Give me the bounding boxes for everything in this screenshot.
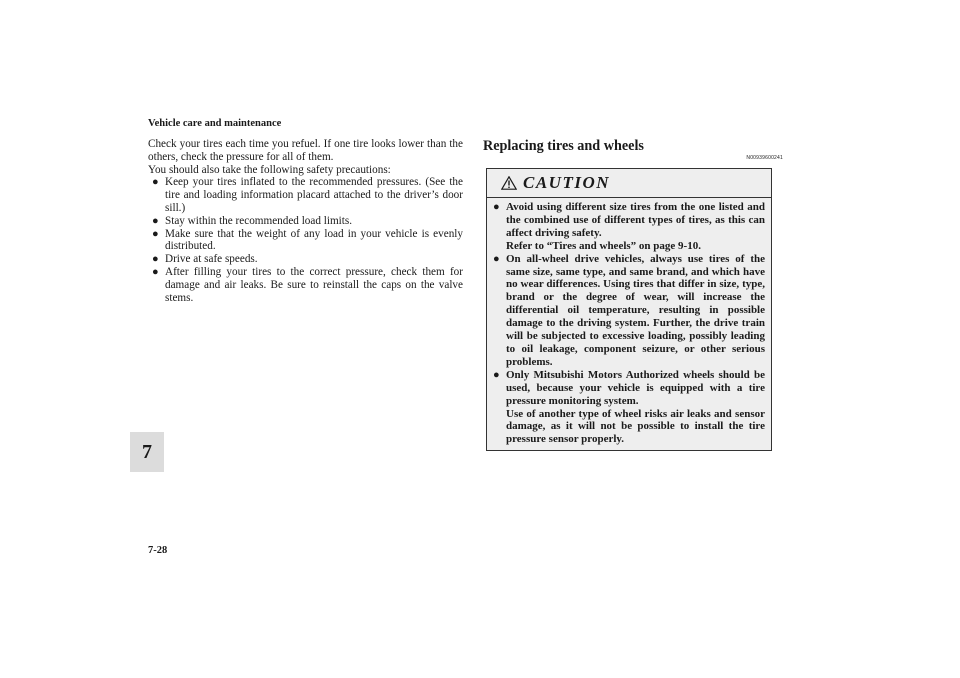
intro-paragraph: Check your tires each time you refuel. If one tire looks lower than the others, check the pressure for all of them. [148, 138, 463, 163]
bullet-icon: ● [152, 265, 159, 278]
section-title: Replacing tires and wheels [483, 138, 644, 154]
precautions-lead: You should also take the following safety precautions: [148, 163, 391, 176]
list-item: ● Stay within the recommended load limits. [152, 214, 353, 227]
left-column [148, 138, 463, 304]
bullet-icon: ● [493, 201, 500, 213]
caution-box [486, 168, 772, 451]
chapter-tab: 7 [130, 432, 164, 472]
page-number: 7-28 [148, 545, 168, 556]
warning-triangle-icon [501, 176, 517, 190]
bullet-icon: ● [152, 253, 159, 266]
bullet-icon: ● [152, 176, 159, 189]
list-item: ● After filling your tires to the correct pressure, check them for damage and air leaks. Be sure to reinstall the caps on the valve stems. [152, 265, 463, 304]
bullet-icon: ● [493, 368, 500, 381]
list-item: ● Avoid using different size tires from the one listed and the combined use of different types of tires, as this can affect driving safety. Refer to “Tires and wheels” on page 9-10. [493, 201, 765, 252]
caution-header [487, 169, 771, 198]
list-item: ● On all-wheel drive vehicles, always use tires of the same size, same type, and same brand, and which have no wear differences. Using tires that differ in size, type, brand or the degree of wear, will increase the differential oil temperature, resulting in possible damage to the driving system. Further, the drive train will be subjected to excessive loading, possibly leading to oil leakage, component seizure, or other serious problems. [493, 252, 765, 368]
bullet-icon: ● [152, 214, 159, 227]
bullet-icon: ● [493, 252, 500, 265]
list-item: ● Keep your tires inflated to the recommended pressures. (See the tire and loading information placard attached to the driver’s door sill.) [152, 176, 463, 214]
precautions-list [148, 176, 463, 304]
caution-label: CAUTION [523, 173, 611, 192]
caution-list [493, 201, 765, 446]
list-item: ● Make sure that the weight of any load in your vehicle is evenly distributed. [152, 227, 463, 253]
section-code: N00939600241 [746, 155, 783, 161]
list-item: ● Only Mitsubishi Motors Authorized wheels should be used, because your vehicle is equipped with a tire pressure monitoring system. Use of another type of wheel risks air leaks and sensor damage, as it will not be possible to install the tire pressure sensor properly. [493, 368, 765, 446]
list-item: ● Drive at safe speeds. [152, 253, 258, 266]
page-header-title: Vehicle care and maintenance [148, 118, 282, 129]
right-column [483, 138, 783, 446]
bullet-icon: ● [152, 227, 159, 240]
